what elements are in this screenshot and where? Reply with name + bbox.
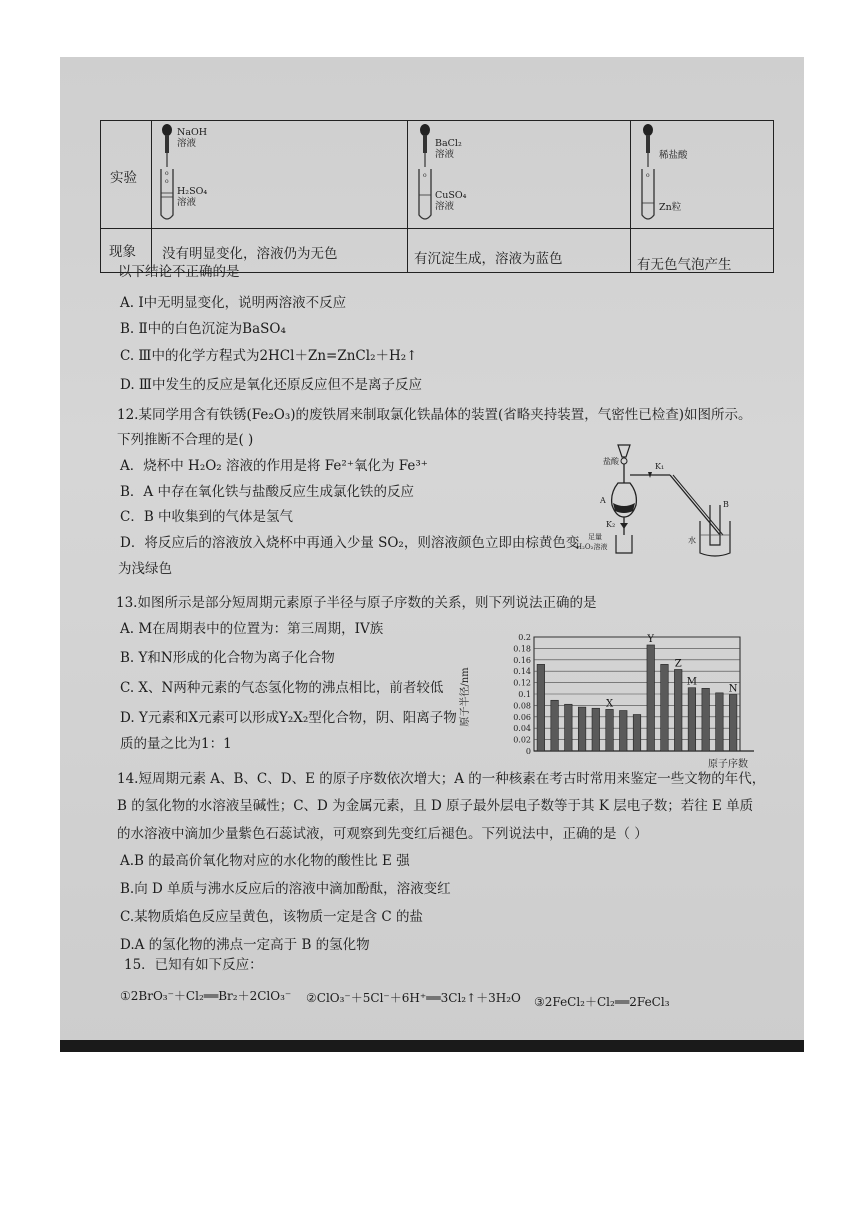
x-axis-label: 原子序数	[708, 759, 748, 770]
q11-option-b: B. Ⅱ中的白色沉淀为BaSO₄	[120, 321, 286, 337]
q12-option-d: D．将反应后的溶液放入烧杯中再通入少量 SO₂，则溶液颜色立即由棕黄色变	[120, 535, 580, 551]
y-tick-label: 0.2	[518, 633, 531, 642]
experiment-table	[100, 120, 774, 273]
exp1-phenomenon: 没有明显变化，溶液仍为无色	[152, 229, 408, 273]
q13-option-d: D. Y元素和X元素可以形成Y₂X₂型化合物，阴、阳离子物	[120, 710, 457, 726]
q14-line-1: 14.短周期元素 A、B、C、D、E 的原子序数依次增大；A 的一种核素在考古时常用来鉴定一些文物的年代，	[117, 771, 766, 787]
y-tick-label: 0.12	[513, 678, 531, 688]
q12-option-a: A．烧杯中 H₂O₂ 溶液的作用是将 Fe²⁺氧化为 Fe³⁺	[120, 458, 428, 474]
y-tick-label: 0	[525, 747, 531, 756]
q11-stem: 以下结论不正确的是	[118, 264, 240, 280]
apparatus-figure	[560, 435, 740, 565]
y-tick-label: 0.18	[513, 644, 531, 654]
h2o2-label-1: 足量	[588, 533, 602, 541]
y-tick-label: 0.04	[513, 724, 531, 734]
bar	[633, 715, 641, 751]
q14-option-b: B.向 D 单质与沸水反应后的溶液中滴加酚酞，溶液变红	[120, 881, 451, 897]
bar-label: Y	[647, 633, 655, 645]
bar	[551, 700, 559, 751]
y-axis-label: 原子半径/nm	[460, 667, 471, 727]
svg-text:o: o	[646, 172, 650, 179]
bar	[647, 645, 655, 751]
q11-option-a: A. Ⅰ中无明显变化，说明两溶液不反应	[120, 295, 347, 311]
q11-option-d: D. Ⅲ中发生的反应是氧化还原反应但不是离子反应	[120, 377, 422, 393]
y-tick-label: 0.08	[513, 701, 531, 711]
water-label: 水	[688, 536, 696, 545]
svg-text:o: o	[423, 172, 427, 179]
bar	[606, 709, 614, 751]
exp2-cell: o BaCl₂ 溶液 CuSO₄ 溶液	[408, 121, 631, 229]
q14-line-3: 的水溶液中滴加少量紫色石蕊试液，可观察到先变红后褪色。下列说法中，正确的是（ ）	[117, 826, 648, 842]
k1-label: K₁	[655, 462, 665, 471]
bar	[578, 707, 586, 751]
bar	[702, 688, 710, 751]
bar	[592, 708, 600, 751]
q14-line-2: B 的氢化物的水溶液呈碱性；C、D 为金属元素，且 D 原子最外层电子数等于其 K 层电子数；若往 E 单质	[117, 798, 754, 814]
svg-text:o: o	[165, 178, 169, 185]
tube-b-label: B	[723, 500, 729, 509]
q12-option-b: B．A 中存在氧化铁与盐酸反应生成氯化铁的反应	[120, 484, 414, 500]
atomic-radius-bar-chart	[458, 627, 758, 772]
reaction-1: ①2BrO₃⁻＋Cl₂══Br₂＋2ClO₃⁻	[120, 989, 292, 1003]
q14-option-c: C.某物质焰色反应呈黄色，该物质一定是含 C 的盐	[120, 909, 424, 925]
exp3-phenomenon: 有无色气泡产生	[631, 229, 774, 273]
bar-label: N	[728, 683, 738, 695]
exp3-cell: o 稀盐酸 Zn粒	[631, 121, 774, 229]
y-tick-label: 0.06	[513, 712, 531, 722]
bar	[619, 711, 627, 751]
bar	[688, 688, 696, 751]
hcl-label: 盐酸	[603, 457, 619, 466]
q13-option-b: B. Y和N形成的化合物为离子化合物	[120, 650, 335, 666]
flask-a-label: A	[600, 496, 606, 505]
bar	[565, 704, 573, 751]
q13-stem: 13.如图所示是部分短周期元素原子半径与原子序数的关系，则下列说法正确的是	[116, 595, 597, 611]
reaction-3: ③2FeCl₂＋Cl₂══2FeCl₃	[534, 995, 670, 1009]
bar	[716, 693, 724, 751]
bar-label: X	[605, 698, 614, 710]
row-label-experiment: 实验	[101, 121, 152, 229]
q12-stem-2: 下列推断不合理的是( )	[117, 432, 254, 448]
y-tick-label: 0.02	[513, 735, 531, 745]
q12-option-d-cont: 为浅绿色	[118, 561, 172, 577]
exp1-cell: o o NaOH 溶液 H₂SO₄ 溶液	[152, 121, 408, 229]
q12-stem: 12.某同学用含有铁锈(Fe₂O₃)的废铁屑来制取氯化铁晶体的装置(省略夹持装置，气密性已检查)如图所示。	[117, 407, 752, 423]
k2-label: K₂	[606, 520, 616, 529]
exp2-phenomenon: 有沉淀生成，溶液为蓝色	[408, 229, 631, 273]
q11-option-c: C. Ⅲ中的化学方程式为2HCl＋Zn=ZnCl₂＋H₂↑	[120, 348, 418, 364]
y-tick-label: 0.14	[513, 667, 531, 677]
row-label-phenomenon: 现象	[101, 229, 152, 273]
q13-option-d-cont: 质的量之比为1：1	[120, 736, 232, 752]
bar	[674, 669, 682, 751]
bar-label: M	[686, 676, 698, 688]
bar	[729, 695, 737, 751]
y-tick-label: 0.1	[518, 690, 531, 699]
q14-option-d: D.A 的氢化物的沸点一定高于 B 的氢化物	[120, 937, 370, 953]
q13-option-a: A. M在周期表中的位置为：第三周期，IV族	[120, 621, 384, 637]
q14-option-a: A.B 的最高价氧化物对应的水化物的酸性比 E 强	[120, 853, 410, 869]
q12-option-c: C．B 中收集到的气体是氢气	[120, 509, 294, 525]
bar	[661, 664, 669, 751]
q13-option-c: C. X、N两种元素的气态氢化物的沸点相比，前者较低	[120, 680, 444, 696]
bar	[537, 664, 545, 751]
y-tick-label: 0.16	[513, 655, 531, 665]
photo-edge-shadow	[60, 1040, 804, 1052]
h2o2-label-2: H₂O₂溶液	[576, 543, 608, 551]
bar-label: Z	[674, 658, 682, 670]
svg-text:o: o	[165, 170, 169, 177]
q15-stem: 15．已知有如下反应：	[124, 957, 263, 973]
reaction-2: ②ClO₃⁻＋5Cl⁻＋6H⁺══3Cl₂↑＋3H₂O	[306, 991, 521, 1005]
exam-page-photo	[60, 57, 804, 1050]
